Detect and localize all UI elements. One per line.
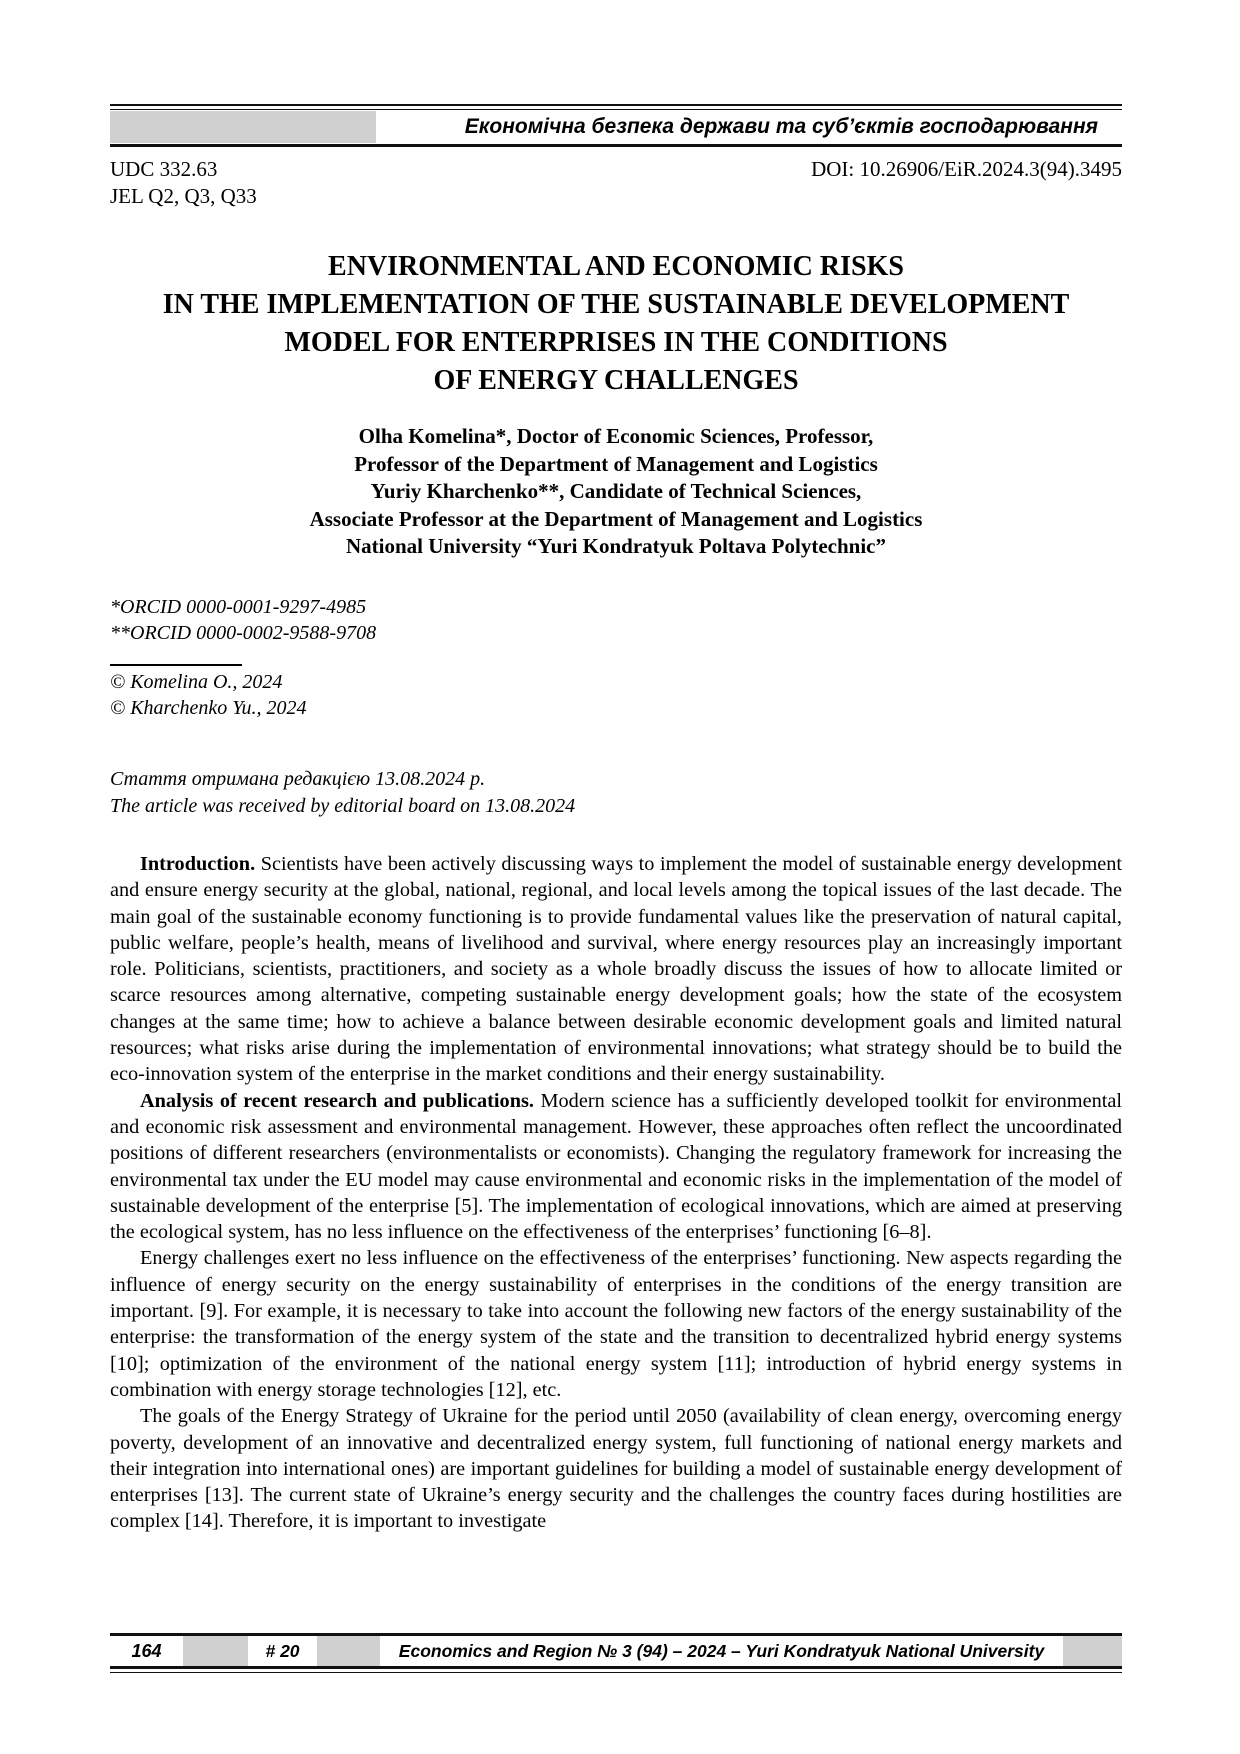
- copyright-line: © Komelina O., 2024: [110, 671, 283, 693]
- received-line-en: The article was received by editorial board on 13.08.2024: [110, 795, 576, 817]
- orcid-line: *ORCID 0000-0001-9297-4985: [110, 596, 367, 618]
- footer-band: [110, 1633, 1122, 1673]
- page-number: 164: [131, 1640, 162, 1661]
- footer-row: [110, 1633, 1122, 1669]
- paragraph-introduction: [110, 851, 1122, 1088]
- article-title-line: ENVIRONMENTAL AND ECONOMIC RISKS: [328, 251, 904, 282]
- doi-label: DOI: 10.26906/EiR.2024.3(94).3495: [811, 157, 1122, 181]
- article-title-line: OF ENERGY CHALLENGES: [433, 365, 799, 396]
- author-line: Associate Professor at the Department of Management and Logistics: [309, 506, 923, 531]
- footer-gray-block: [183, 1636, 248, 1666]
- copyright-block: [110, 664, 307, 721]
- article-title-line: MODEL FOR ENTERPRISES IN THE CONDITIONS: [284, 327, 948, 358]
- copyright-rule: [110, 664, 242, 666]
- paragraph-energy-strategy: [110, 1403, 1122, 1534]
- author-line: Olha Komelina*, Doctor of Economic Sciences, Professor,: [358, 424, 874, 448]
- orcid-line: **ORCID 0000-0002-9588-9708: [110, 622, 377, 644]
- paragraph-energy-challenges: [110, 1245, 1122, 1403]
- received-line-uk: Стаття отримана редакцією 13.08.2024 р.: [110, 768, 486, 790]
- footer-thin-rule: [110, 1672, 1122, 1673]
- udc-label: UDC 332.63: [110, 157, 218, 181]
- article-body: [110, 851, 1122, 1535]
- header-band: [110, 104, 1122, 147]
- paragraph-text: Scientists have been actively discussing ways to implement the model of sustainable energy development and ensure energy security at the global, national, regional, and local levels among the topical issues of the last decade. The main goal of the sustainable economy functioning is to provide fundamental values like the preservation of natural capital, public welfare, people’s health, means of livelihood and survival, where energy resources play an increasingly important role. Politicians, scientists, practitioners, and society as a whole broadly discuss the issues of how to allocate limited or scarce resources among alternative, competing sustainable energy development goals; how the state of the ecosystem changes at the same time; how to achieve a balance between desirable economic development goals and limited natural resources; what risks arise during the implementation of environmental innovations; what strategy should be to build the eco-innovation system of the enterprise in the market conditions and their energy sustainability.: [110, 853, 1122, 1086]
- orcid-block: [110, 594, 376, 646]
- footer-gray-block: [317, 1636, 380, 1666]
- paragraph-text: Energy challenges exert no less influence on the effectiveness of the enterprises’ functioning. New aspects regarding the influence of energy security on the energy sustainability of enterprises in the conditions of the energy transition are important. [9]. For example, it is necessary to take into account the following new factors of the energy sustainability of the enterprise: the transformation of the energy system of the state and the transition to decentralized hybrid energy systems [10]; optimization of the environment of the national energy system [11]; introduction of hybrid energy systems in combination with energy storage technologies [12], etc.: [110, 1247, 1122, 1401]
- paragraph-lead: Introduction.: [140, 853, 256, 875]
- author-line: Yuriy Kharchenko**, Candidate of Technical Sciences,: [370, 479, 862, 503]
- paragraph-text: Modern science has a sufficiently developed toolkit for environmental and economic risk assessment and environmental management. However, these approaches often reflect the uncoordinated positions of different researchers (environmentalists or economists). Changing the regulatory framework for increasing the environmental tax under the EU model may cause environmental and economic risks in the implementation of the model of sustainable development of the enterprise [5]. The implementation of ecological innovations, which are aimed at preserving the ecological system, has no less influence on the effectiveness of the enterprises’ functioning [6–8].: [110, 1089, 1122, 1244]
- copyright-line: © Kharchenko Yu., 2024: [110, 697, 307, 719]
- header-gray-block: [110, 111, 376, 143]
- meta-block: [110, 156, 1122, 210]
- footer-gray-block: [1063, 1636, 1122, 1666]
- authors-block: [110, 423, 1122, 561]
- header-row: [110, 110, 1122, 147]
- author-line: Professor of the Department of Management and Logistics: [354, 451, 878, 476]
- jel-label: JEL Q2, Q3, Q33: [110, 184, 257, 208]
- article-title-line: IN THE IMPLEMENTATION OF THE SUSTAINABLE DEVELOPMENT: [162, 289, 1070, 320]
- paragraph-text: The goals of the Energy Strategy of Ukraine for the period until 2050 (availability of clean energy, overcoming energy poverty, development of an innovative and decentralized energy system, full functioning of national energy markets and their integration into international ones) are important guidelines for building a model of sustainable energy development of enterprises [13]. The current state of Ukraine’s energy security and the challenges the country faces during hostilities are complex [14]. Therefore, it is important to investigate: [110, 1405, 1122, 1533]
- issue-number: # 20: [265, 1640, 300, 1661]
- section-title: Економічна безпека держави та суб’єктів господарювання: [464, 115, 1098, 138]
- journal-title: Economics and Region № 3 (94) – 2024 – Yuri Kondratyuk National University: [398, 1640, 1045, 1661]
- received-block: [110, 766, 575, 820]
- author-line: National University “Yuri Kondratyuk Poltava Polytechnic”: [346, 534, 886, 558]
- paragraph-lead: Analysis of recent research and publications.: [140, 1089, 534, 1112]
- article-title: [110, 248, 1122, 400]
- paragraph-analysis: [110, 1088, 1122, 1246]
